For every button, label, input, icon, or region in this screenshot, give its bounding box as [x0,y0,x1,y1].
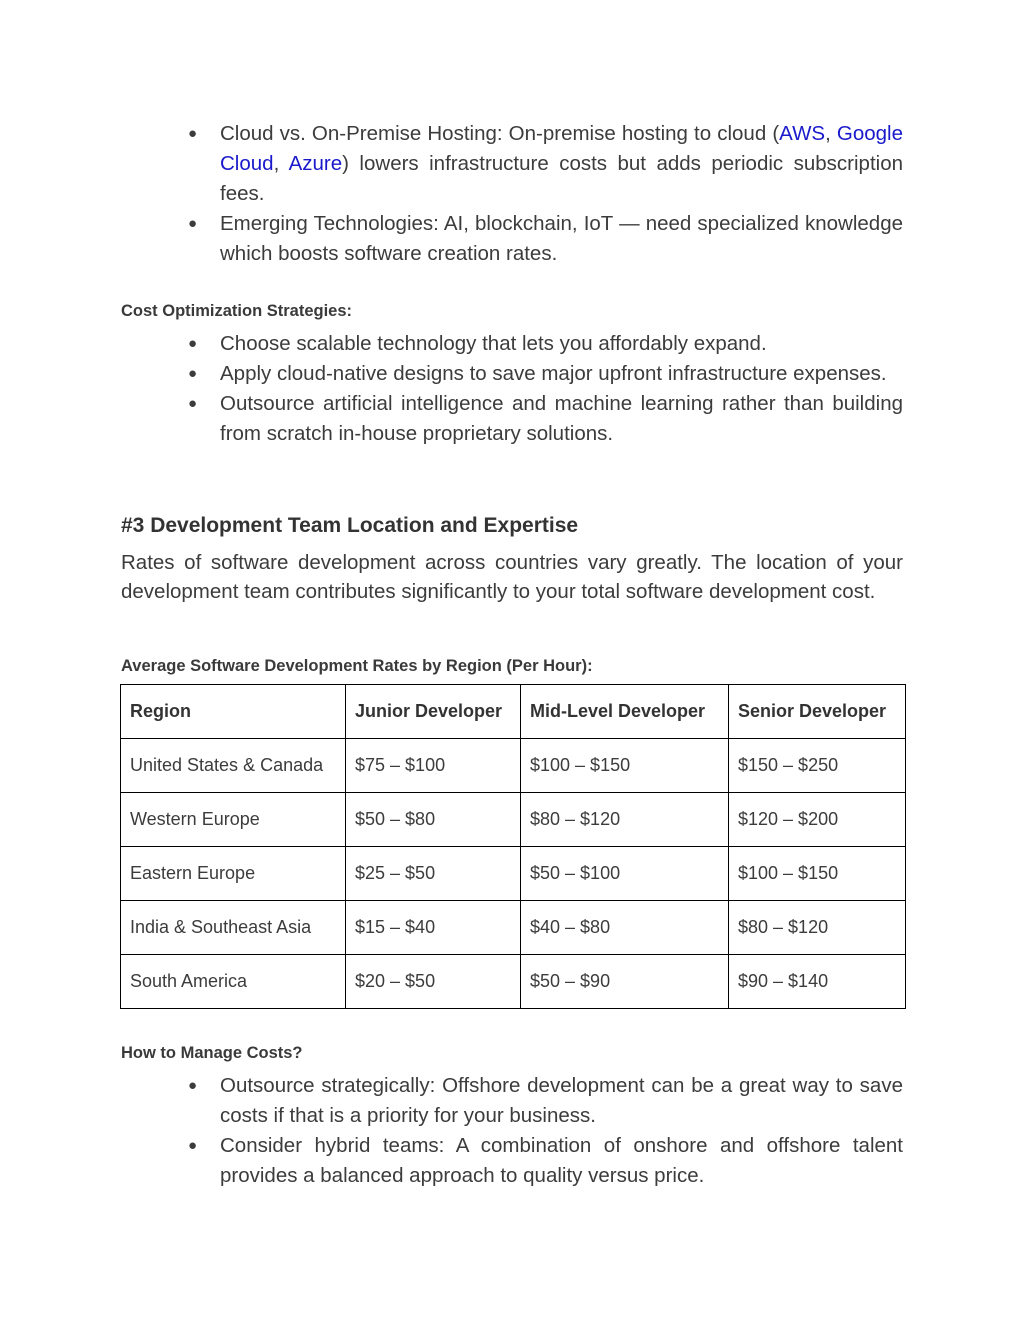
table-row [121,847,906,901]
table-header-row [121,685,906,739]
list-item [188,209,903,269]
cell-region: South America [121,955,346,1009]
bullet-text: Cloud vs. On-Premise Hosting: On-premise hosting to cloud ( [220,122,780,145]
hosting-bullet-list [188,119,903,269]
table-row [121,955,906,1009]
cell-region: Western Europe [121,793,346,847]
cell-mid: $80 – $120 [521,793,729,847]
header-mid: Mid-Level Developer [521,685,729,739]
google-cloud-link[interactable]: Google Cloud [220,122,903,175]
cell-senior: $120 – $200 [729,793,906,847]
list-item [188,1071,903,1131]
cell-mid: $50 – $90 [521,955,729,1009]
bullet-icon: ● [188,1137,198,1154]
cell-senior: $100 – $150 [729,847,906,901]
cost-optimization-list [188,329,903,449]
bullet-icon: ● [188,365,198,382]
cell-senior: $80 – $120 [729,901,906,955]
bullet-text: Choose scalable technology that lets you affordably expand. [220,332,767,355]
table-row [121,793,906,847]
section-paragraph: Rates of software development across countries vary greatly. The location of your development team contributes significantly to your total software development cost. [121,551,903,603]
cell-senior: $150 – $250 [729,739,906,793]
bullet-icon: ● [188,125,198,142]
bullet-text: ) lowers infrastructure costs but adds periodic subscription fees. [220,152,903,205]
cell-mid: $100 – $150 [521,739,729,793]
bullet-icon: ● [188,395,198,412]
list-item [188,1131,903,1191]
manage-costs-list [188,1071,903,1191]
cell-region: India & Southeast Asia [121,901,346,955]
bullet-icon: ● [188,335,198,352]
separator: , [825,122,837,145]
header-region: Region [121,685,346,739]
table-row [121,901,906,955]
bullet-text: Consider hybrid teams: A combination of onshore and offshore talent provides a balanced approach to quality versus price. [220,1134,903,1187]
list-item [188,119,903,209]
cost-optimization-heading: Cost Optimization Strategies: [121,302,353,320]
cell-mid: $40 – $80 [521,901,729,955]
cell-junior: $20 – $50 [346,955,521,1009]
table-row [121,739,906,793]
bullet-icon: ● [188,1077,198,1094]
cell-junior: $25 – $50 [346,847,521,901]
bullet-text: Apply cloud-native designs to save major upfront infrastructure expenses. [220,362,887,385]
aws-link[interactable]: AWS [779,122,826,145]
cell-junior: $50 – $80 [346,793,521,847]
cell-mid: $50 – $100 [521,847,729,901]
bullet-text: Outsource artificial intelligence and machine learning rather than building from scratch in-house proprietary solutions. [220,392,903,445]
bullet-icon: ● [188,215,198,232]
cell-region: United States & Canada [121,739,346,793]
cell-junior: $75 – $100 [346,739,521,793]
manage-costs-heading: How to Manage Costs? [121,1044,303,1062]
cell-region: Eastern Europe [121,847,346,901]
cell-senior: $90 – $140 [729,955,906,1009]
bullet-text: Emerging Technologies: AI, blockchain, IoT — need specialized knowledge which boosts software creation rates. [220,212,903,265]
cell-junior: $15 – $40 [346,901,521,955]
section-title: #3 Development Team Location and Expertise [121,514,579,537]
azure-link[interactable]: Azure [288,152,343,175]
list-item [188,389,903,449]
table-caption: Average Software Development Rates by Region (Per Hour): [121,657,593,675]
rates-table [120,684,906,1009]
header-senior: Senior Developer [729,685,906,739]
separator: , [273,152,289,175]
header-junior: Junior Developer [346,685,521,739]
bullet-text: Outsource strategically: Offshore development can be a great way to save costs if that is a priority for your business. [220,1074,903,1127]
list-item [188,329,903,359]
list-item [188,359,903,389]
